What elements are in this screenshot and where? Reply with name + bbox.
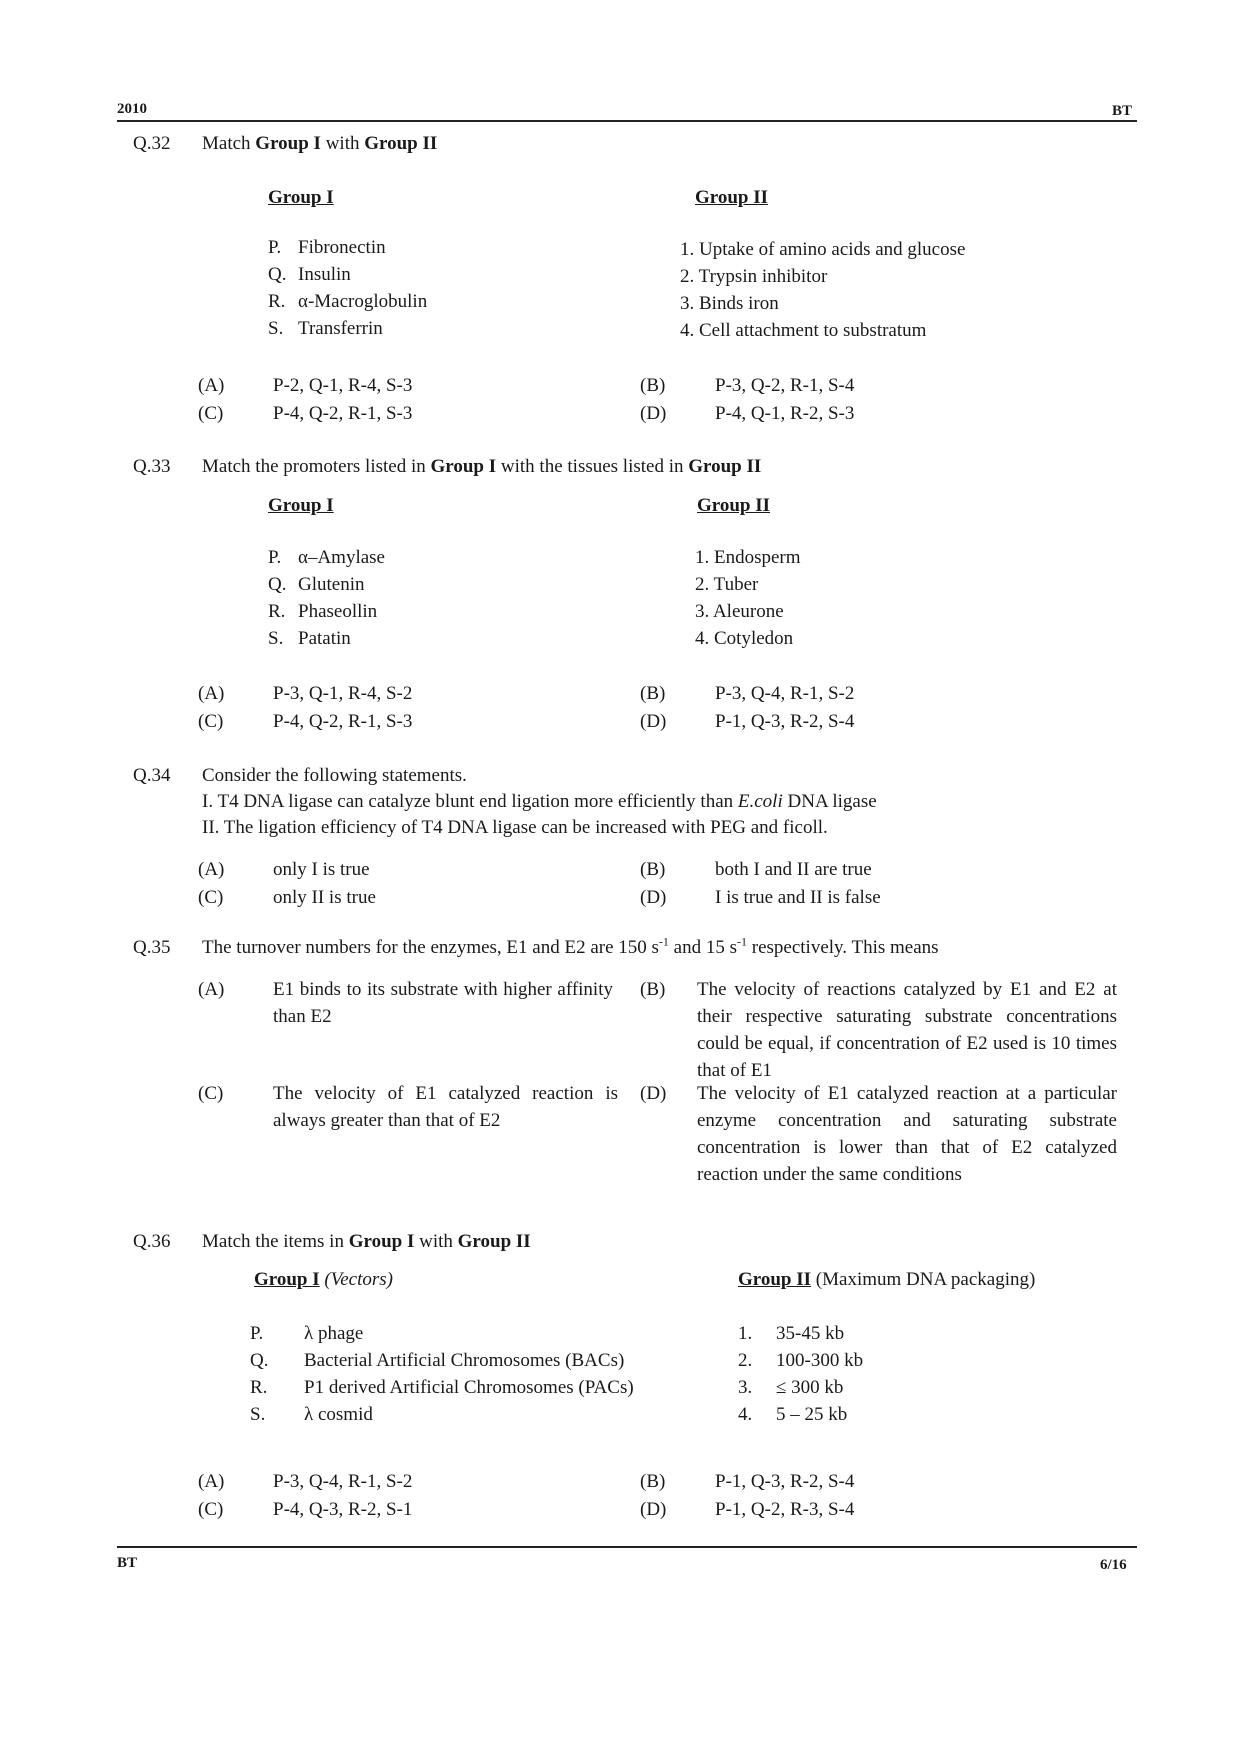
- footer-paper-code: BT: [117, 1555, 138, 1571]
- option-b[interactable]: The velocity of reactions catalyzed by E1 and E2 at their respective saturating substrate concentrations could be equal, if concentration of E2 used is 10 times that of E1: [697, 979, 1117, 1081]
- group-i-heading: Group I: [268, 187, 334, 208]
- option-d[interactable]: The velocity of E1 catalyzed reaction at a particular enzyme concentration and saturating substrate concentration is lower than that of E2 catalyzed reaction under the same conditions: [697, 1083, 1117, 1185]
- option-a[interactable]: (A) P-3, Q-4, R-1, S-2: [198, 1471, 413, 1492]
- option-a-label[interactable]: (A): [198, 979, 225, 1000]
- group-ii-list: [738, 1320, 863, 1428]
- list-item: S. Transferrin: [268, 318, 383, 339]
- list-item: S. Patatin: [268, 628, 351, 649]
- list-item: R. P1 derived Artificial Chromosomes (PACs): [250, 1377, 634, 1398]
- list-item: P. Fibronectin: [268, 237, 386, 258]
- option-b[interactable]: (B) P-3, Q-4, R-1, S-2: [640, 683, 855, 704]
- list-item: Q. Bacterial Artificial Chromosomes (BACs): [250, 1350, 625, 1371]
- option-a[interactable]: (A) only I is true: [198, 859, 370, 880]
- question-text: Match Group I with Group II: [202, 133, 438, 154]
- list-item: 4. Cell attachment to substratum: [680, 320, 927, 341]
- group-ii-list: [680, 236, 965, 344]
- list-item: 2. Tuber: [695, 574, 759, 595]
- group-ii-list: [695, 544, 801, 652]
- group-i-heading: Group I (Vectors): [254, 1269, 393, 1290]
- option-a[interactable]: E1 binds to its substrate with higher affinity than E2: [273, 979, 613, 1027]
- option-d[interactable]: (D) P-1, Q-3, R-2, S-4: [640, 711, 855, 732]
- option-b[interactable]: (B) both I and II are true: [640, 859, 872, 880]
- group-i-heading: Group I: [268, 495, 334, 516]
- option-d[interactable]: (D) I is true and II is false: [640, 887, 881, 908]
- header-rule: [117, 120, 1137, 122]
- header-year: 2010: [117, 101, 147, 117]
- option-a[interactable]: (A) P-2, Q-1, R-4, S-3: [198, 375, 413, 396]
- list-item: 1. 35-45 kb: [738, 1323, 845, 1344]
- list-item: P. α–Amylase: [268, 547, 385, 568]
- group-ii-heading: Group II: [695, 187, 769, 208]
- list-item: 3. ≤ 300 kb: [738, 1377, 844, 1398]
- option-c[interactable]: (C) P-4, Q-3, R-2, S-1: [198, 1499, 413, 1520]
- list-item: 4. Cotyledon: [695, 628, 794, 649]
- statement-1: I. T4 DNA ligase can catalyze blunt end ligation more efficiently than E.coli DNA ligase: [202, 791, 877, 812]
- option-d-label[interactable]: (D): [640, 1083, 667, 1104]
- list-item: 3. Aleurone: [695, 601, 784, 622]
- option-b[interactable]: (B) P-1, Q-3, R-2, S-4: [640, 1471, 855, 1492]
- list-item: Q. Insulin: [268, 264, 351, 285]
- list-item: 2. Trypsin inhibitor: [680, 266, 828, 287]
- list-item: R. Phaseollin: [268, 601, 378, 622]
- option-c[interactable]: (C) only II is true: [198, 887, 376, 908]
- question-text: Match the items in Group I with Group II: [202, 1231, 531, 1252]
- list-item: S. λ cosmid: [250, 1404, 373, 1425]
- list-item: 1. Endosperm: [695, 547, 801, 568]
- question-number: Q.33: [133, 456, 171, 477]
- option-c-label[interactable]: (C): [198, 1083, 224, 1104]
- option-c[interactable]: The velocity of E1 catalyzed reaction is always greater than that of E2: [273, 1083, 618, 1131]
- question-number: Q.35: [133, 937, 171, 958]
- option-c[interactable]: (C) P-4, Q-2, R-1, S-3: [198, 711, 413, 732]
- header-paper-code: BT: [1112, 103, 1133, 119]
- question-text: Consider the following statements.: [202, 765, 467, 786]
- option-d[interactable]: (D) P-1, Q-2, R-3, S-4: [640, 1499, 855, 1520]
- option-b[interactable]: (B) P-3, Q-2, R-1, S-4: [640, 375, 855, 396]
- group-ii-heading: Group II (Maximum DNA packaging): [738, 1269, 1036, 1290]
- page-number: 6/16: [1100, 1557, 1127, 1573]
- list-item: Q. Glutenin: [268, 574, 365, 595]
- footer-rule: [117, 1546, 1137, 1548]
- question-text: Match the promoters listed in Group I with the tissues listed in Group II: [202, 456, 762, 477]
- group-i-list: [268, 234, 427, 342]
- option-a[interactable]: (A) P-3, Q-1, R-4, S-2: [198, 683, 413, 704]
- question-number: Q.32: [133, 133, 171, 154]
- option-d[interactable]: (D) P-4, Q-1, R-2, S-3: [640, 403, 855, 424]
- list-item: 4. 5 – 25 kb: [738, 1404, 848, 1425]
- option-b-label[interactable]: (B): [640, 979, 666, 1000]
- group-i-list: [268, 544, 385, 652]
- question-number: Q.34: [133, 765, 171, 786]
- list-item: 1. Uptake of amino acids and glucose: [680, 239, 966, 260]
- list-item: 2. 100-300 kb: [738, 1350, 864, 1371]
- list-item: 3. Binds iron: [680, 293, 779, 314]
- option-c[interactable]: (C) P-4, Q-2, R-1, S-3: [198, 403, 413, 424]
- list-item: R. α-Macroglobulin: [268, 291, 428, 312]
- statement-2: II. The ligation efficiency of T4 DNA ligase can be increased with PEG and ficoll.: [202, 817, 828, 838]
- question-text: The turnover numbers for the enzymes, E1 and E2 are 150 $s^{-1}$ and 15 $s^{-1}$ respectively. This means: [202, 934, 939, 958]
- question-number: Q.36: [133, 1231, 171, 1252]
- group-i-list: [250, 1320, 634, 1428]
- list-item: P. λ phage: [250, 1323, 364, 1344]
- group-ii-heading: Group II: [697, 495, 771, 516]
